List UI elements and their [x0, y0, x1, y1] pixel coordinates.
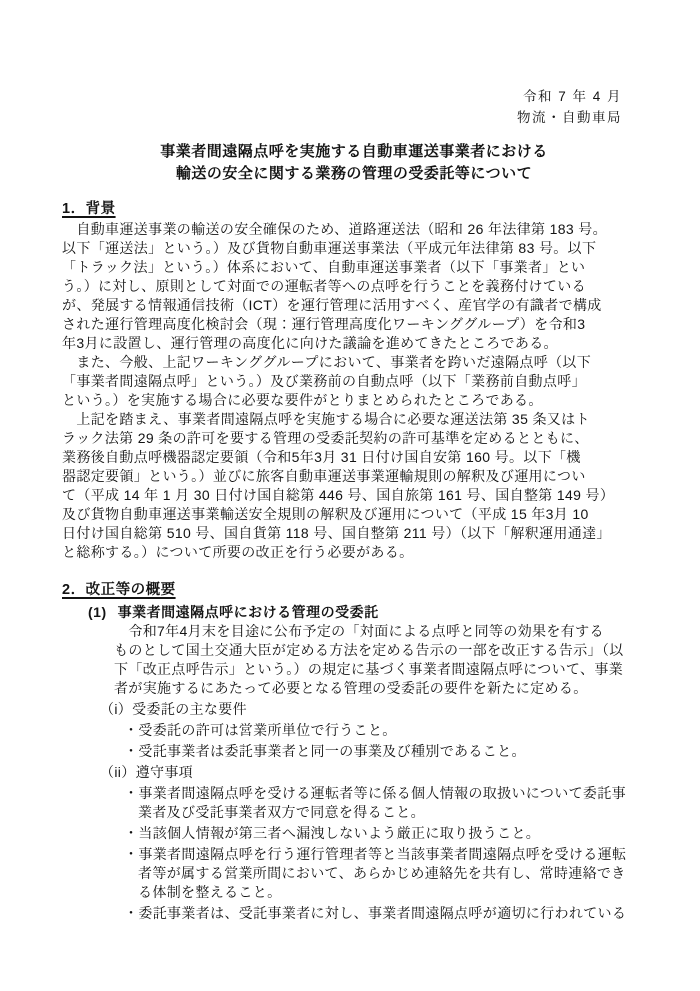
paragraph-line: て（平成 14 年 1 月 30 日付け国自総第 446 号、国自旅第 161 号、国自整第 149 号） [62, 487, 615, 503]
paragraph-line: という。）を実施する場合に必要な要件がとりまとめられたところである。 [62, 392, 543, 408]
paragraph-line: 「トラック法」という。）体系において、自動車運送事業者（以下「事業者」とい [62, 259, 586, 275]
paragraph-line: 下「改正点呼告示」という。）の規定に基づく事業者間遠隔点呼について、事業 [114, 661, 624, 677]
paragraph-line: ラック法第 29 条の許可を要する管理の受委託契約の許可基準を定めるとともに、 [62, 430, 589, 446]
item-line: ・事業者間遠隔点呼を受ける運転者等に係る個人情報の取扱いについて委託事 [124, 785, 626, 801]
item-line: ・受委託の許可は営業所単位で行うこと。 [124, 722, 397, 738]
item-line: 業者及び受託事業者双方で同意を得ること。 [138, 804, 425, 820]
paragraph-line: また、今般、上記ワーキンググループにおいて、事業者を跨いだ遠隔点呼（以下 [62, 354, 592, 370]
paragraph-line: 器認定要領」という。）並びに旅客自動車運送事業運輸規則の解釈及び運用につい [62, 468, 586, 484]
subsection1-paragraph [62, 622, 646, 698]
paragraph-line: 年3月に設置し、運行管理の高度化に向けた議論を進めてきたところである。 [62, 335, 558, 351]
item-line: ・事業者間遠隔点呼を行う運行管理者等と当該事業者間遠隔点呼を受ける運転 [124, 846, 627, 862]
paragraph-line: ものとして国土交通大臣が定める方法を定める告示の一部を改正する告示」（以 [114, 642, 624, 658]
document-header [62, 86, 646, 128]
paragraph-line: 自動車運送事業の輸送の安全確保のため、道路運送法（昭和 26 年法律第 183 号。 [62, 221, 607, 237]
subsection1-number: (1) [88, 604, 107, 620]
paragraph-line: 上記を踏まえ、事業者間遠隔点呼を実施する場合に必要な運送法第 35 条又はト [62, 411, 590, 427]
paragraph-line: 業務後自動点呼機器認定要領（令和5年3月 31 日付け国自安第 160 号。以下「機 [62, 449, 581, 465]
paragraph-line: 及び貨物自動車運送事業輸送安全規則の解釈及び運用について（平成 15 年3月 10 [62, 506, 589, 522]
subsection1-title: 事業者間遠隔点呼における管理の受委託 [117, 604, 379, 620]
paragraph-line: 日付け国自総第 510 号、国自貨第 118 号、国自整第 211 号）（以下「解釈運用通達」 [62, 525, 611, 541]
item-line: ・当該個人情報が第三者へ漏洩しないよう厳正に取り扱うこと。 [124, 825, 541, 841]
item-line: （ii）遵守事項 [100, 764, 194, 780]
document-title [62, 141, 646, 185]
item-line: ・受託事業者は委託事業者と同一の事業及び種別であること。 [124, 743, 526, 759]
subsection1-heading [62, 602, 646, 622]
date-line: 令和 7 年 4 月 [522, 89, 622, 104]
title-line-2: 輸送の安全に関する業務の管理の受委託等について [175, 165, 533, 182]
item-line: る体制を整えること。 [138, 884, 282, 900]
paragraph-line: と総称する。）について所要の改正を行う必要がある。 [62, 544, 414, 560]
paragraph-line: が、発展する情報通信技術（ICT）を運行管理に活用すべく、産官学の有識者で構成 [62, 297, 602, 313]
paragraph-line: 令和7年4月末を目途に公布予定の「対面による点呼と同等の効果を有する [114, 623, 604, 639]
section1-body [62, 220, 646, 562]
paragraph-line: された運行管理高度化検討会（現：運行管理高度化ワーキンググループ）を令和3 [62, 316, 586, 332]
title-line-1: 事業者間遠隔点呼を実施する自動車運送事業者における [160, 143, 548, 160]
paragraph-line: 「事業者間遠隔点呼」という。）及び業務前の自動点呼（以下「業務前自動点呼」 [62, 373, 586, 389]
item-line: （i）受委託の主な要件 [100, 701, 247, 717]
paragraph-line: う。）に対し、原則として対面での運転者等への点呼を行うことを義務付けている [62, 278, 586, 294]
bureau-line: 物流・自動車局 [517, 110, 622, 125]
paragraph-line: 以下「運送法」という。）及び貨物自動車運送事業法（平成元年法律第 83 号。以下 [62, 240, 597, 256]
section1-heading-text: 1．背景 [62, 201, 116, 217]
paragraph-line: 者が実施するにあたって必要となる管理の受委託の要件を新たに定める。 [114, 680, 588, 696]
section2-heading-text: 2．改正等の概要 [62, 582, 176, 598]
section2-heading [62, 580, 646, 600]
item-line: 者等が属する営業所間において、あらかじめ連絡先を共有し、常時連絡でき [138, 865, 626, 881]
section1-heading [62, 199, 646, 219]
item-line: ・委託事業者は、受託事業者に対し、事業者間遠隔点呼が適切に行われている [124, 905, 627, 921]
subsection1-items [62, 700, 646, 923]
